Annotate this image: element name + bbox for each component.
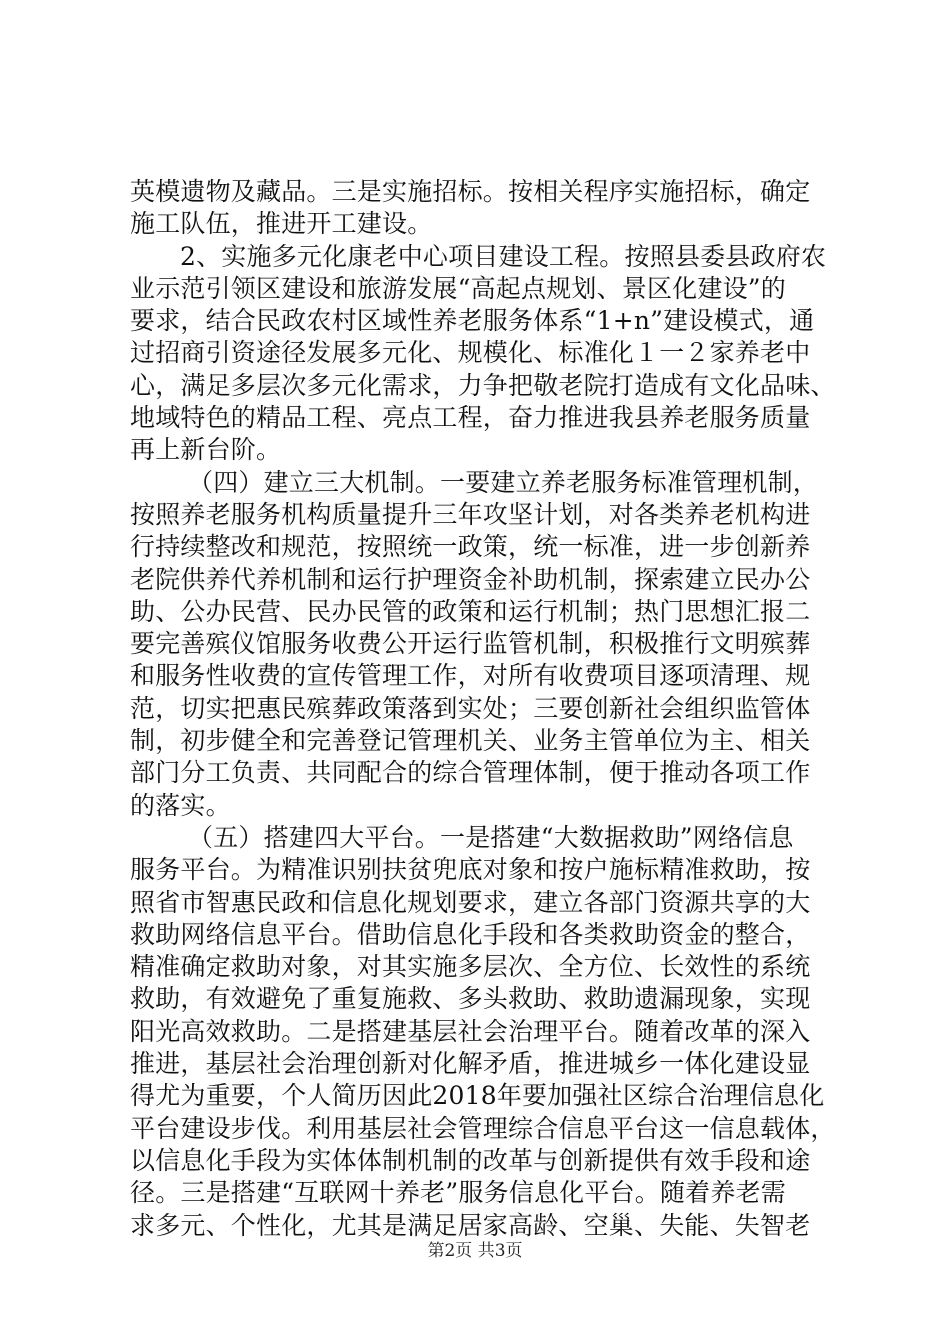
text-line: 阳光高效救助。二是搭建基层社会治理平台。随着改革的深入 — [130, 1016, 811, 1046]
text-line: （四）建立三大机制。一要建立养老服务标准管理机制， — [188, 467, 819, 497]
text-line: 施工队伍，推进开工建设。 — [130, 209, 433, 239]
text-line: 地域特色的精品工程、亮点工程，奋力推进我县养老服务质量 — [130, 403, 811, 433]
text-line: 求多元、个性化，尤其是满足居家高龄、空巢、失能、失智老 — [130, 1210, 811, 1240]
page-footer: 第2页 共3页 — [427, 1241, 523, 1261]
text-line: 行持续整改和规范，按照统一政策，统一标准，进一步创新养 — [130, 532, 811, 562]
text-line: 助、公办民营、民办民管的政策和运行机制；热门思想汇报二 — [130, 596, 811, 626]
text-line: 要求，结合民政农村区域性养老服务体系“1+n”建设模式，通 — [130, 306, 815, 336]
text-line: 救助，有效避免了重复施救、多头救助、救助遗漏现象，实现 — [130, 984, 811, 1014]
text-line: 以信息化手段为实体体制机制的改革与创新提供有效手段和途 — [130, 1145, 811, 1175]
text-line: 部门分工负责、共同配合的综合管理体制，便于推动各项工作 — [130, 758, 811, 788]
text-line: 按照养老服务机构质量提升三年攻坚计划，对各类养老机构进 — [130, 499, 811, 529]
text-line: 过招商引资途径发展多元化、规模化、标准化１一２家养老中 — [130, 338, 811, 368]
text-line: （五）搭建四大平台。一是搭建“大数据救助”网络信息 — [188, 822, 794, 852]
text-line: 平台建设步伐。利用基层社会管理综合信息平台这一信息载体， — [130, 1113, 836, 1143]
text-line: 的落实。 — [130, 790, 231, 820]
text-line: 精准确定救助对象，对其实施多层次、全方位、长效性的系统 — [130, 952, 811, 982]
text-line: 再上新台阶。 — [130, 435, 282, 465]
text-line: 英模遗物及藏品。三是实施招标。按相关程序实施招标，确定 — [130, 177, 811, 206]
text-line: 心，满足多层次多元化需求，力争把敬老院打造成有文化品味、 — [130, 370, 836, 400]
text-line: 老院供养代养机制和运行护理资金补助机制，探索建立民办公 — [130, 564, 811, 594]
text-line: 制，初步健全和完善登记管理机关、业务主管单位为主、相关 — [130, 726, 811, 756]
text-line: 范，切实把惠民殡葬政策落到实处；三要创新社会组织监管体 — [130, 693, 811, 723]
text-line: 救助网络信息平台。借助信息化手段和各类救助资金的整合， — [130, 919, 811, 949]
text-line: 径。三是搭建“互联网十养老”服务信息化平台。随着养老需 — [130, 1178, 786, 1208]
text-line: 服务平台。为精准识别扶贫兜底对象和按户施标精准救助，按 — [130, 855, 811, 885]
text-line: 2、实施多元化康老中心项目建设工程。按照县委县政府农 — [180, 241, 827, 271]
text-line: 要完善殡仪馆服务收费公开运行监管机制，积极推行文明殡葬 — [130, 629, 811, 659]
document-body — [130, 176, 836, 1242]
text-line: 推进，基层社会治理创新对化解矛盾，推进城乡一体化建设显 — [130, 1049, 811, 1079]
text-line: 照省市智惠民政和信息化规划要求，建立各部门资源共享的大 — [130, 887, 811, 917]
text-line: 业示范引领区建设和旅游发展“高起点规划、景区化建设”的 — [130, 273, 786, 303]
text-line: 得尤为重要，个人简历因此2018年要加强社区综合治理信息化 — [130, 1081, 825, 1111]
text-line: 和服务性收费的宣传管理工作，对所有收费项目逐项清理、规 — [130, 661, 811, 691]
